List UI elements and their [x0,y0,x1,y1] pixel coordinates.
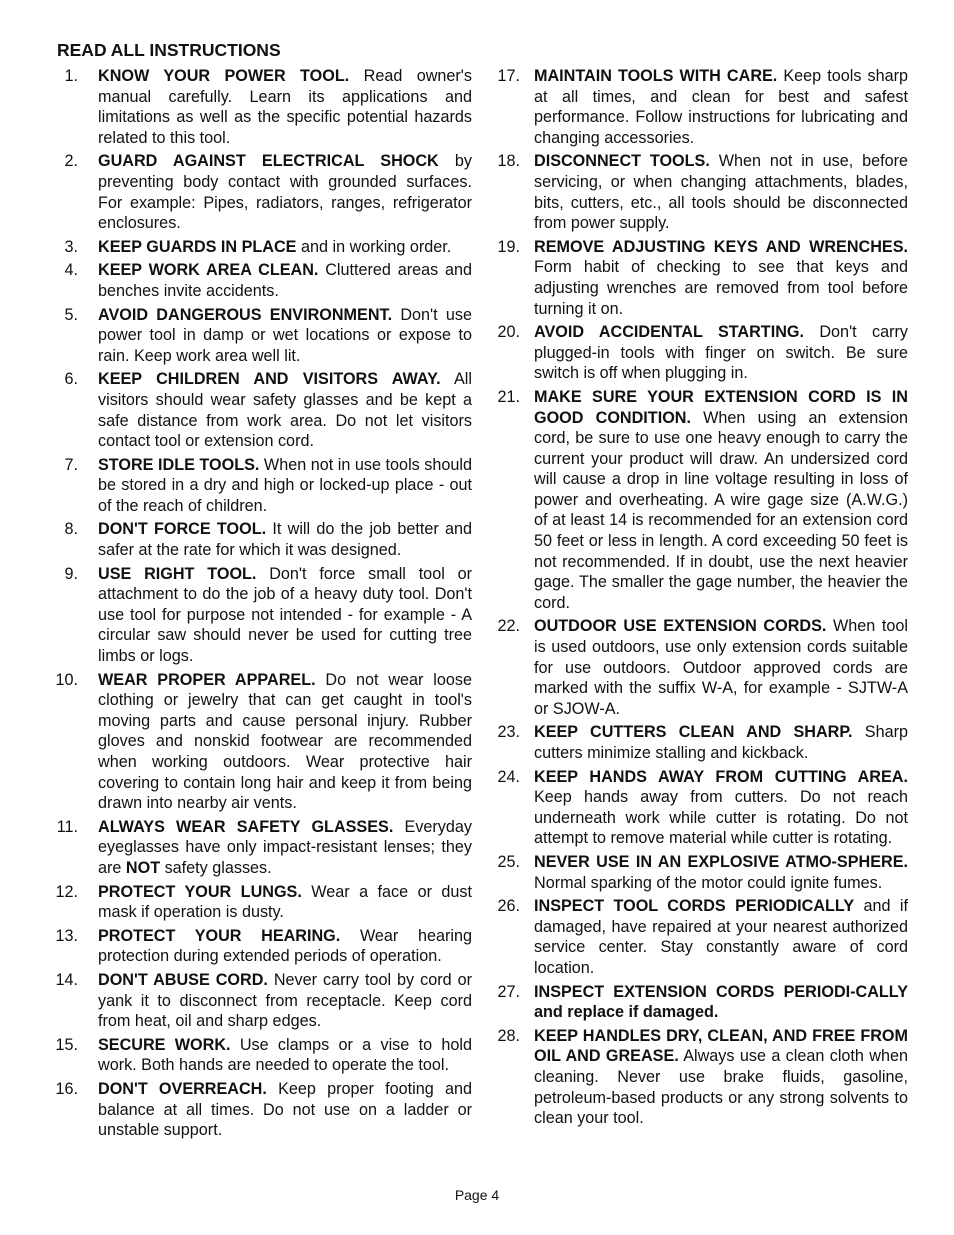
instruction-title: GUARD AGAINST ELECTRICAL SHOCK [98,152,439,171]
instruction-number: 13. [55,926,78,945]
instruction-number: 20. [497,323,520,342]
instruction-title: PROTECT YOUR HEARING. [98,926,341,945]
instruction-item [488,852,908,893]
instruction-number: 18. [497,152,520,171]
instruction-title: MAINTAIN TOOLS WITH CARE. [534,67,778,85]
instruction-number: 24. [497,767,520,786]
instruction-text: Keep proper footing and balance at all times. Do not use on a ladder or unstable support. [98,1079,472,1140]
instruction-title: KEEP WORK AREA CLEAN. [98,261,319,280]
instruction-item [52,66,472,148]
instruction-text: Don't force small tool or attachment to do the job of a heavy duty tool. Don't use tool for purpose not intended - for example - A circular saw should never be used for cutting tree limbs or logs. [98,564,472,666]
instruction-title: MAKE SURE YOUR EXTENSION CORD IS IN GOOD CONDITION. [534,387,908,427]
instruction-item [52,670,472,814]
instruction-title: KNOW YOUR POWER TOOL. [98,67,350,85]
instruction-title: KEEP CUTTERS CLEAN AND SHARP. [534,723,853,742]
instruction-number: 2. [64,152,78,171]
page-number: Page 4 [454,1187,500,1203]
instruction-emphasis: NOT [125,858,161,877]
instruction-text: Wear a face or dust mask if operation is dusty. [98,882,472,922]
instruction-text: Don't carry plugged-in tools with finger on switch. Be sure switch is off when plugging in. [534,323,909,383]
instruction-item [52,1035,472,1076]
instruction-number: 23. [497,723,520,742]
instruction-number: 11. [56,817,78,836]
instruction-text: Use clamps or a vise to hold work. Both hands are needed to operate the tool. [98,1035,472,1075]
instruction-item [488,387,908,614]
instruction-number: 3. [64,237,78,256]
instruction-text: by preventing body contact with grounded surfaces. For example: Pipes, radiators, ranges, refrigerator enclosures. [98,152,472,233]
instruction-item [488,896,908,978]
instruction-text: Keep hands away from cutters. Do not reach underneath work while cutter is rotating. Do not attempt to remove material while cutter is rotating. [534,788,908,848]
instruction-title: KEEP CHILDREN AND VISITORS AWAY. [98,370,441,389]
instruction-number: 5. [64,305,78,324]
instruction-title: WEAR PROPER APPAREL. [98,670,316,689]
instruction-text: When not in use tools should be stored in a dry and high or locked-up place - out of the reach of children. [98,455,472,515]
instruction-number: 12. [55,882,78,901]
instruction-item [488,237,908,319]
instruction-item [488,151,908,233]
instruction-item [52,237,472,258]
instruction-number: 6. [64,370,78,389]
instruction-title: KEEP HANDS AWAY FROM CUTTING AREA. [534,767,908,786]
instruction-number: 7. [64,455,78,474]
instruction-number: 9. [64,564,78,583]
instruction-item [52,369,472,451]
instruction-item [52,926,472,967]
instruction-number: 25. [497,852,520,871]
instruction-text: Everyday eyeglasses have only impact-resistant lenses; they are [98,817,472,877]
instruction-text: and if damaged, have repaired at your nearest authorized service center. Stay constantly aware of cord location. [534,897,908,977]
instruction-title: DISCONNECT TOOLS. [534,152,710,171]
instruction-title: NEVER USE IN AN EXPLOSIVE ATMO-SPHERE. [534,852,908,871]
instruction-title: ALWAYS WEAR SAFETY GLASSES. [98,817,394,836]
instruction-item [52,882,472,923]
instruction-number: 14. [55,970,78,989]
instruction-text: It will do the job better and safer at the rate for which it was designed. [98,520,473,560]
instruction-text: Read owner's manual carefully. Learn its applications and limitations as well as the specific potential hazards related to this tool. [98,67,472,147]
instruction-number: 17. [497,67,520,85]
instruction-item [488,722,908,763]
instruction-item [52,519,472,560]
instruction-title: USE RIGHT TOOL. [98,564,257,583]
instruction-item [52,151,472,233]
instruction-number: 8. [64,520,78,539]
instruction-item [52,1079,472,1141]
instruction-number: 10. [55,670,78,689]
instruction-number: 27. [497,982,520,1001]
instruction-title: PROTECT YOUR LUNGS. [98,882,302,901]
instruction-number: 28. [497,1026,520,1045]
instruction-text: safety glasses. [160,858,272,877]
instruction-title: INSPECT EXTENSION CORDS PERIODI-CALLY and replace if damaged. [534,982,908,1022]
instruction-text: Form habit of checking to see that keys and adjusting wrenches are removed from tool before turning it on. [534,258,908,318]
instruction-title: DON'T FORCE TOOL. [98,520,267,539]
instruction-title: DON'T ABUSE CORD. [98,970,268,989]
instruction-item [488,1026,908,1129]
instructions-column-left [52,66,472,1144]
instruction-item [52,817,472,879]
instruction-item [488,767,908,849]
instructions-column-right [488,66,908,1132]
instruction-item [488,616,908,719]
instruction-item [488,322,908,384]
instruction-text: Do not wear loose clothing or jewelry that can get caught in tool's moving parts and cause personal injury. Rubber gloves and nonskid footwear are recommended when working outdoors. Wear protective hair covering to contain long hair and keep it from being drawn into nearby air vents. [98,670,472,813]
instruction-text: Don't use power tool in damp or wet locations or expose to rain. Keep work area well lit. [98,305,472,365]
instruction-text: Keep tools sharp at all times, and clean for best and safest performance. Follow instructions for lubricating and changing accessories. [534,67,908,147]
page-heading: READ ALL INSTRUCTIONS [57,40,281,60]
instruction-item [52,564,472,667]
instruction-text: and in working order. [296,237,452,256]
instruction-number: 26. [497,897,520,916]
instruction-text: When using an extension cord, be sure to use one heavy enough to carry the current your product will draw. An undersized cord will cause a drop in line voltage resulting in loss of power and overheating. A wire gage size (A.W.G.) of at least 14 is recommended for an extension cord 50 feet or less in length. A cord exceeding 50 feet is not recommended. If in doubt, use the next heavier gage. The smaller the gage number, the heavier the cord. [534,408,908,612]
instruction-item [52,305,472,367]
instruction-title: REMOVE ADJUSTING KEYS AND WRENCHES. [534,237,908,256]
instruction-title: OUTDOOR USE EXTENSION CORDS. [534,617,827,636]
instruction-text: Always use a clean cloth when cleaning. Never use brake fluids, gasoline, petroleum-based products or any strong solvents to clean your tool. [534,1047,908,1128]
instruction-title: SECURE WORK. [98,1035,231,1054]
instruction-title: KEEP HANDLES DRY, CLEAN, AND FREE FROM OIL AND GREASE. [534,1026,908,1066]
instruction-text: All visitors should wear safety glasses and be kept a safe distance from work area. Do not let visitors contact tool or extension cord. [98,370,472,451]
instruction-title: AVOID DANGEROUS ENVIRONMENT. [98,305,393,324]
instruction-text: Cluttered areas and benches invite accidents. [98,261,472,300]
instruction-number: 21. [497,387,520,406]
instruction-title: STORE IDLE TOOLS. [98,455,260,474]
instruction-item [52,260,472,301]
instruction-item [52,455,472,517]
instruction-text: Never carry tool by cord or yank it to disconnect from receptacle. Keep cord from heat, oil and sharp edges. [98,970,472,1031]
instruction-text: When not in use, before servicing, or when changing attachments, blades, bits, cutters, etc., all tools should be disconnected from power supply. [534,152,908,233]
instruction-item [488,982,908,1023]
instruction-number: 1. [64,67,78,85]
instruction-number: 16. [55,1079,78,1098]
instruction-number: 19. [497,237,520,256]
instruction-number: 15. [55,1035,78,1054]
instruction-text: Normal sparking of the motor could ignite fumes. [534,873,883,892]
instruction-number: 22. [497,617,520,636]
instruction-item [488,66,908,148]
instruction-text: Wear hearing protection during extended periods of operation. [98,926,472,966]
instruction-title: AVOID ACCIDENTAL STARTING. [534,323,804,342]
instruction-number: 4. [64,261,78,280]
instruction-title: DON'T OVERREACH. [98,1079,267,1098]
instruction-text: Sharp cutters minimize stalling and kickback. [534,723,908,762]
instruction-title: INSPECT TOOL CORDS PERIODICALLY [534,897,855,916]
instruction-text: When tool is used outdoors, use only extension cords suitable for use outdoors. Outdoor approved cords are marked with the suffix W-A, for example - SJTW-A or SJOW-A. [534,617,908,718]
instruction-title: KEEP GUARDS IN PLACE [98,237,297,256]
instruction-item [52,970,472,1032]
